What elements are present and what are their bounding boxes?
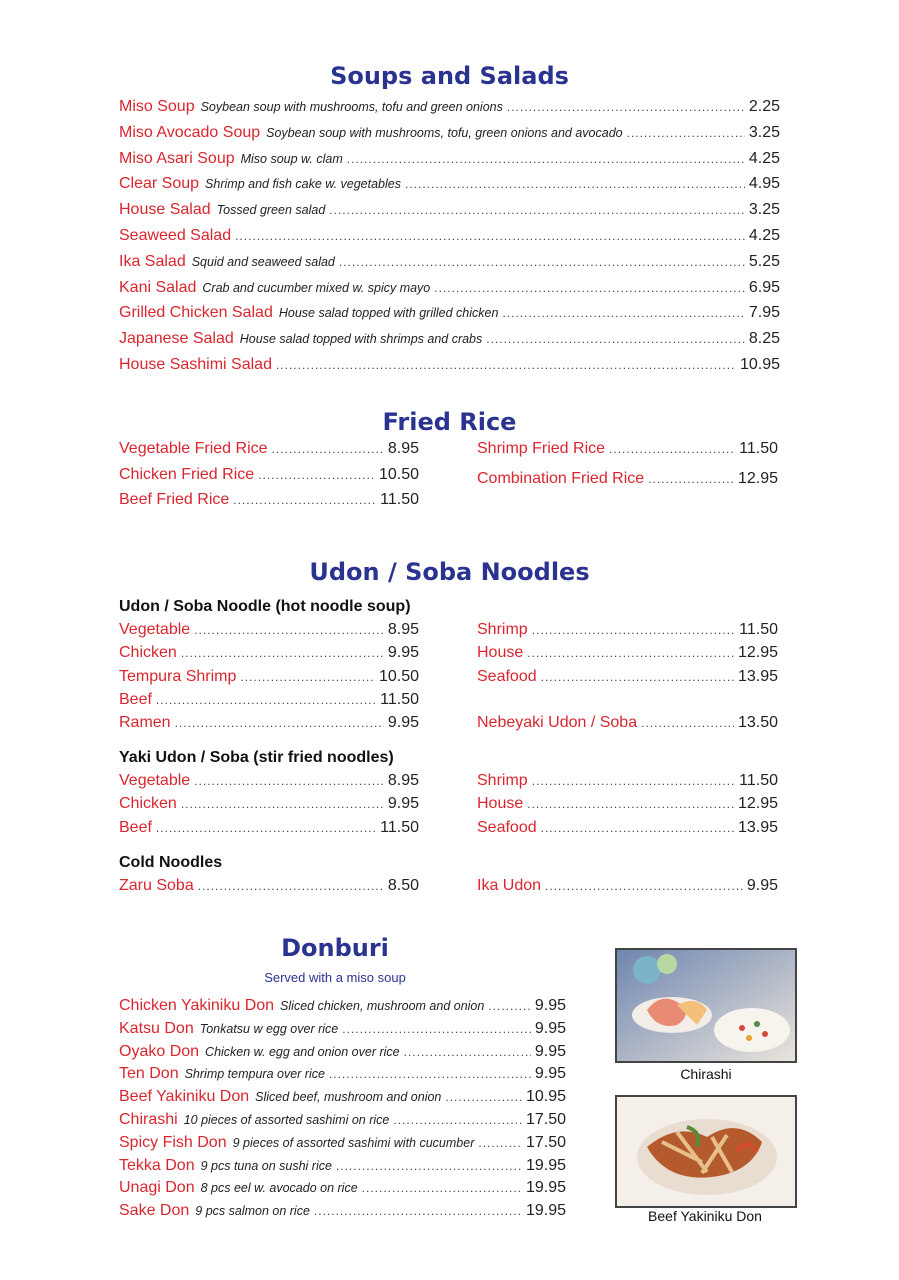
item-name: Miso Soup (119, 98, 195, 115)
item-price: 7.95 (748, 304, 780, 322)
item-price: 12.95 (737, 795, 778, 813)
dot-leader (434, 277, 745, 299)
dot-leader (276, 354, 736, 376)
item-name: Chicken Fried Rice (119, 465, 255, 483)
dot-leader (233, 489, 376, 511)
dot-leader (240, 666, 375, 688)
menu-item (119, 666, 419, 688)
menu-item (119, 875, 419, 897)
item-description: Tonkatsu w egg over rice (199, 1021, 339, 1036)
menu-item (119, 328, 780, 350)
item-name: Spicy Fish Don (119, 1133, 227, 1151)
dot-leader (478, 1132, 522, 1154)
item-description: 9 pcs salmon on rice (195, 1204, 310, 1219)
item-price: 3.25 (748, 123, 780, 141)
item-name: Kani Salad (119, 278, 197, 296)
item-name: Sake Don (119, 1202, 190, 1220)
menu-item (119, 1155, 566, 1177)
item-price: 12.95 (737, 469, 778, 487)
menu-item (119, 1132, 566, 1154)
menu-item (477, 770, 778, 792)
dot-leader (648, 468, 734, 490)
item-price: 17.50 (525, 1133, 566, 1151)
item-description: 9 pcs tuna on sushi rice (200, 1158, 332, 1173)
menu-item (119, 148, 780, 170)
menu-item (119, 464, 419, 486)
item-price: 8.95 (387, 772, 419, 789)
item-description: Tossed green salad (216, 203, 326, 218)
dot-leader (329, 1063, 531, 1085)
dot-leader (329, 199, 745, 221)
menu-item (119, 438, 419, 460)
item-description: Crab and cucumber mixed w. spicy mayo (202, 280, 431, 295)
item-price: 11.50 (739, 772, 778, 789)
dot-leader (404, 1041, 531, 1063)
item-price: 9.95 (534, 1019, 566, 1037)
item-price: 9.95 (534, 997, 566, 1014)
dot-leader (627, 122, 745, 144)
dot-leader (314, 1200, 522, 1222)
item-description: Shrimp and fish cake w. vegetables (205, 177, 401, 192)
menu-item (119, 1018, 566, 1040)
item-name: Zaru Soba (119, 877, 194, 894)
item-price: 8.25 (748, 330, 780, 348)
item-price: 5.25 (748, 252, 780, 270)
menu-item (119, 173, 780, 195)
item-description: Miso soup w. clam (240, 151, 343, 166)
menu-item (119, 302, 780, 324)
dot-leader (527, 793, 734, 815)
dot-leader (198, 875, 384, 897)
menu-item (477, 468, 778, 490)
dot-leader (502, 302, 744, 324)
dot-leader (405, 173, 745, 195)
item-description: 10 pieces of assorted sashimi on rice (183, 1113, 390, 1127)
item-description: House salad topped with shrimps and crabs (239, 332, 483, 347)
item-price: 6.95 (748, 278, 780, 296)
item-name: Shrimp (477, 621, 528, 638)
item-price: 11.50 (739, 440, 778, 457)
dot-leader (527, 642, 734, 664)
item-price: 9.95 (387, 795, 419, 813)
item-description: Squid and seaweed salad (191, 254, 335, 269)
menu-item (119, 642, 419, 664)
item-description: Soybean soup with mushrooms, tofu and green onions (200, 100, 503, 114)
item-name: Vegetable (119, 621, 191, 638)
dot-leader (181, 642, 384, 664)
item-price: 13.95 (737, 818, 778, 836)
item-price: 19.95 (525, 1179, 566, 1197)
dot-leader (156, 689, 376, 711)
item-name: Ika Salad (119, 252, 186, 270)
menu-item (119, 1109, 566, 1131)
menu-item (477, 817, 778, 839)
menu-item (119, 251, 780, 273)
chirashi-photo (615, 948, 797, 1063)
item-price: 9.95 (387, 714, 419, 732)
beef-yakiniku-image (617, 1097, 795, 1206)
item-price: 3.25 (748, 201, 780, 219)
dot-leader (641, 712, 734, 734)
dot-leader (194, 619, 384, 641)
dot-leader (342, 1018, 531, 1040)
beef-yakiniku-caption: Beef Yakiniku Don (648, 1208, 762, 1224)
chirashi-caption: Chirashi (680, 1066, 732, 1082)
item-price: 11.50 (739, 621, 778, 638)
item-name: Tekka Don (119, 1156, 195, 1174)
dot-leader (181, 793, 384, 815)
item-price: 13.95 (737, 667, 778, 685)
fried-rice-heading: Fried Rice (382, 408, 517, 436)
item-name: Vegetable Fried Rice (119, 440, 268, 457)
item-name: House (477, 644, 524, 662)
item-name: Chirashi (119, 1111, 178, 1128)
dot-leader (488, 995, 531, 1017)
beef-yakiniku-photo (615, 1095, 797, 1208)
item-name: Tempura Shrimp (119, 667, 237, 685)
cold-noodle-label: Cold Noodles (119, 854, 223, 871)
dot-leader (175, 712, 384, 734)
dot-leader (393, 1109, 522, 1131)
dot-leader (339, 251, 745, 273)
item-price: 4.25 (748, 227, 780, 244)
donburi-subtitle: Served with a miso soup (264, 970, 406, 985)
soups-salads-heading: Soups and Salads (330, 62, 569, 90)
item-price: 2.25 (748, 98, 780, 115)
menu-item (119, 489, 419, 511)
item-name: Miso Avocado Soup (119, 123, 261, 141)
dot-leader (362, 1177, 522, 1199)
menu-item (119, 122, 780, 144)
item-description: 8 pcs eel w. avocado on rice (200, 1181, 358, 1196)
item-price: 10.50 (378, 667, 419, 685)
item-name: Grilled Chicken Salad (119, 304, 273, 322)
item-description: Shrimp tempura over rice (184, 1067, 325, 1082)
item-name: Ika Udon (477, 877, 542, 894)
dot-leader (541, 666, 734, 688)
menu-item (119, 619, 419, 641)
item-name: Katsu Don (119, 1019, 194, 1037)
item-name: Unagi Don (119, 1179, 195, 1197)
menu-item (119, 770, 419, 792)
menu-item (119, 793, 419, 815)
item-name: Chicken (119, 795, 177, 813)
dot-leader (541, 817, 734, 839)
item-price: 12.95 (737, 644, 778, 662)
item-price: 11.50 (380, 491, 419, 508)
item-name: Beef Yakiniku Don (119, 1088, 250, 1106)
menu-item (119, 1041, 566, 1063)
menu-item (477, 642, 778, 664)
dot-leader (272, 438, 384, 460)
item-name: Ten Don (119, 1065, 179, 1083)
item-price: 9.95 (387, 644, 419, 662)
item-name: Beef Fried Rice (119, 491, 230, 508)
item-name: Clear Soup (119, 175, 200, 193)
menu-item (477, 875, 778, 897)
item-price: 10.50 (378, 465, 419, 483)
menu-item (119, 199, 780, 221)
item-price: 11.50 (380, 690, 419, 708)
yaki-noodle-label: Yaki Udon / Soba (stir fried noodles) (119, 749, 394, 766)
dot-leader (532, 619, 735, 641)
item-name: Vegetable (119, 772, 191, 789)
menu-item (119, 1063, 566, 1085)
item-price: 11.50 (380, 818, 419, 836)
menu-item (119, 1177, 566, 1199)
menu-item (119, 689, 419, 711)
item-name: Miso Asari Soup (119, 149, 235, 167)
item-name: House (477, 795, 524, 813)
menu-item (477, 793, 778, 815)
dot-leader (609, 438, 735, 460)
item-description: Soybean soup with mushrooms, tofu, green onions and avocado (266, 125, 623, 140)
hot-noodle-label: Udon / Soba Noodle (hot noodle soup) (119, 598, 411, 615)
menu-item (477, 666, 778, 688)
chirashi-image (617, 950, 795, 1061)
donburi-heading: Donburi (281, 934, 389, 962)
item-name: Oyako Don (119, 1042, 200, 1060)
menu-item (119, 96, 780, 118)
item-price: 9.95 (746, 877, 778, 894)
item-name: Chicken Yakiniku Don (119, 997, 275, 1014)
item-description: Chicken w. egg and onion over rice (205, 1044, 400, 1059)
menu-item (477, 438, 778, 460)
dot-leader (336, 1155, 522, 1177)
item-name: Seaweed Salad (119, 227, 232, 244)
item-name: Seafood (477, 667, 537, 685)
item-name: Shrimp Fried Rice (477, 440, 606, 457)
noodles-heading: Udon / Soba Noodles (309, 558, 590, 586)
item-name: Ramen (119, 714, 171, 732)
item-price: 4.25 (748, 149, 780, 167)
item-name: Nebeyaki Udon / Soba (477, 714, 638, 732)
item-price: 9.95 (534, 1065, 566, 1083)
dot-leader (194, 770, 384, 792)
item-name: Beef (119, 690, 152, 708)
item-price: 9.95 (534, 1042, 566, 1060)
dot-leader (235, 225, 745, 247)
item-price: 17.50 (525, 1111, 566, 1128)
item-price: 13.50 (737, 714, 778, 732)
dot-leader (507, 96, 745, 118)
menu-item (119, 995, 566, 1017)
item-name: Chicken (119, 644, 177, 662)
item-description: Sliced beef, mushroom and onion (255, 1090, 442, 1105)
dot-leader (532, 770, 735, 792)
menu-item (119, 225, 780, 247)
item-price: 8.95 (387, 621, 419, 638)
item-description: House salad topped with grilled chicken (278, 306, 499, 321)
menu-item (119, 1086, 566, 1108)
item-name: House Salad (119, 201, 211, 219)
item-name: Shrimp (477, 772, 528, 789)
item-name: Japanese Salad (119, 330, 234, 348)
item-price: 19.95 (525, 1156, 566, 1174)
item-name: Beef (119, 818, 152, 836)
item-price: 10.95 (739, 356, 780, 373)
item-name: House Sashimi Salad (119, 356, 272, 373)
menu-item (119, 817, 419, 839)
dot-leader (156, 817, 376, 839)
item-price: 4.95 (748, 175, 780, 193)
item-description: Sliced chicken, mushroom and onion (280, 999, 485, 1013)
item-price: 19.95 (525, 1202, 566, 1220)
menu-item (119, 354, 780, 376)
dot-leader (486, 328, 745, 350)
dot-leader (258, 464, 375, 486)
menu-item (477, 619, 778, 641)
menu-item (477, 712, 778, 734)
item-description: 9 pieces of assorted sashimi with cucumber (232, 1135, 475, 1150)
dot-leader (545, 875, 743, 897)
dot-leader (445, 1086, 522, 1108)
item-name: Combination Fried Rice (477, 469, 645, 487)
item-name: Seafood (477, 818, 537, 836)
dot-leader (347, 148, 745, 170)
item-price: 8.50 (387, 877, 419, 894)
menu-item (119, 1200, 566, 1222)
menu-item (119, 277, 780, 299)
menu-item (119, 712, 419, 734)
item-price: 10.95 (525, 1088, 566, 1106)
item-price: 8.95 (387, 440, 419, 457)
